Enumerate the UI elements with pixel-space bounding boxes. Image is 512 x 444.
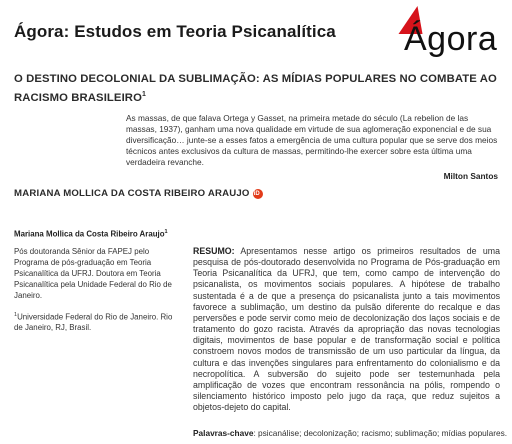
keywords-text: : psicanálise; decolonização; racismo; sublimação; mídias populares. [253,428,508,438]
author-institution: $^1$Universidade Federal do Rio de Janeiro. Rio de Janeiro, RJ, Brasil. [14,311,173,333]
author-name-caps: MARIANA MOLLICA DA COSTA RIBEIRO ARAUJO [14,188,250,199]
keywords [193,428,508,438]
epigraph-quote: As massas, de que falava Ortega y Gasset, na primeira metade do século (La rebelion de las massas, 1937), ganham uma nova qualidade em virtude de sua aglomeração exponencial e de sua diversificação… junte-se a esses fatos a emergência de uma cultura popular que se serve dos meios técnicos antes exclusivos da cultura de massas, permitindo-lhe exercer sobre esta última uma verdadeira revanche. [126,113,498,167]
author-footnote-marker: 1 [164,229,168,235]
orcid-icon[interactable] [253,189,263,199]
epigraph-author: Milton Santos [443,171,498,181]
abstract-text: Apresentamos nesse artigo os primeiros resultados de uma pesquisa de pós-doutorado desenvolvida no Programa de Pós-graduação em Teoria Psicanalítica da UFRJ, que tem, como campo de intervenção do psicanalista, os movimentos sociais populares. A hipótese de trabalho sustentada é a de que a presença do psicanalista junto a tais movimentos favorece a sublimação, um destino da pulsão diferente do recalque e das perversões e pode servir como meio de decolonização dos laços sociais e de tratamento do gozo racista. Através da apropriação das novas tecnologias digitais, movimentos de base popular e de transformação social e política constroem novos modos de transmissão de um uso particular da língua, da cultura e das invenções singulares para enfrentamento do colonialismo e da necropolítica. A subversão do sujeito pode ser testemunhada pela amplificação de vozes que encontram ressonância na pólis, rompendo o silenciamento histórico imposto pelo jugo da raça, que reduz sujeitos a objetos-dejeto do capital. [193,246,500,413]
journal-title: Ágora: Estudos em Teoria Psicanalítica [14,22,336,41]
author-bio: Pós doutoranda Sênior da FAPEJ pelo Programa de pós-graduação em Teoria Psicanalítica da UFRJ. Doutora em Teoria Psicanalítica pela Unidade Federal do Rio de Janeiro. [14,246,172,300]
institution-footnote-marker: 1 [14,311,18,318]
author-heading [14,188,263,199]
logo-text: Ágora [404,20,498,58]
article-title [14,72,504,106]
author-affiliation-block [14,227,174,333]
abstract-label: RESUMO: [193,246,235,256]
keywords-label: Palavras-chave [193,428,254,438]
article-title-text: O DESTINO DECOLONIAL DA SUBLIMAÇÃO: AS MÍDIAS POPULARES NO COMBATE AO RACISMO BRASILEIRO [14,73,497,104]
title-footnote-marker: 1 [141,91,146,98]
journal-logo [402,6,502,58]
abstract [193,246,500,413]
author-name: Mariana Mollica da Costa Ribeiro Araujo$^1$ [14,229,168,239]
